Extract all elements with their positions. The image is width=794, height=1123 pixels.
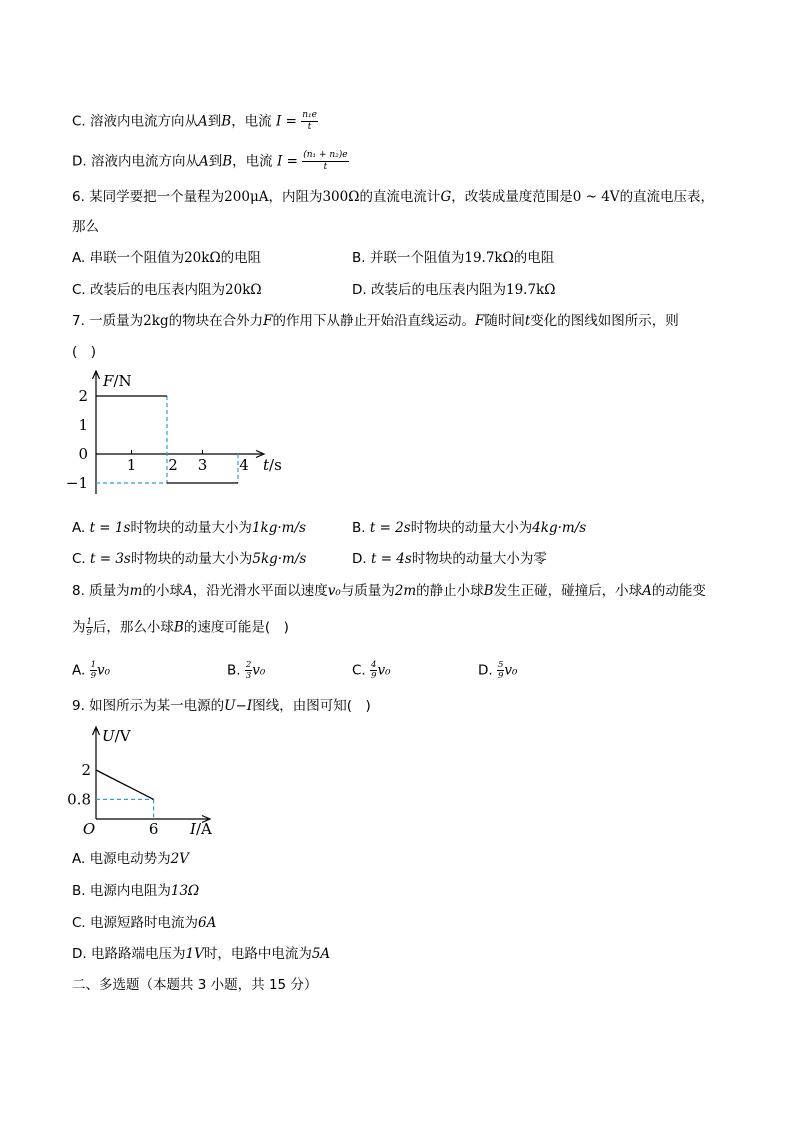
q8-d-label: D. xyxy=(478,662,497,679)
q8-c-den: 9 xyxy=(371,671,377,681)
q6-option-b[interactable] xyxy=(352,249,554,267)
y-tick-label: 2 xyxy=(81,761,91,779)
q5-d-den: t xyxy=(323,162,328,172)
q8-val-B: B xyxy=(483,583,494,599)
q7-a-val: 1kg·m/s xyxy=(251,520,306,536)
q7-c-text: 时物块的动量大小为 xyxy=(130,551,253,567)
q5-c-eq: I = xyxy=(275,113,297,130)
q5-d-eq: I = xyxy=(276,153,298,170)
q8-stem-cont xyxy=(72,617,289,638)
section-title xyxy=(72,976,317,994)
q9-c-text: C. 电源短路时电流为 xyxy=(72,915,199,931)
q8-stem-9: 后，那么小球 xyxy=(92,619,174,636)
q6-val-4: 0 ~ 4V xyxy=(572,189,620,205)
q6-stem-1: 6. 某同学要把一个量程为 xyxy=(72,189,225,205)
q8-d-den: 9 xyxy=(497,671,504,681)
q7-b-eq: t = 2s xyxy=(369,520,411,536)
q8-val-m: m xyxy=(129,583,143,599)
q7-a-eq: t = 1s xyxy=(89,520,131,536)
q7-c-eq: t = 3s xyxy=(90,551,131,567)
q6-b-val: 19.7kΩ xyxy=(464,250,514,266)
q8-b-v: v₀ xyxy=(252,662,266,679)
y-tick-label: −1 xyxy=(65,474,88,492)
q9-a-val: 2V xyxy=(170,851,189,867)
q7-stem-3: 的作用下从静止开始沿直线运动。 xyxy=(272,313,475,329)
q9-b-text: B. 电源内电阻为 xyxy=(72,883,171,899)
q5-d-fraction xyxy=(302,150,348,173)
x-tick-label: 3 xyxy=(197,456,208,474)
q9-stem xyxy=(72,697,371,715)
q8-b-num: 2 xyxy=(245,660,252,670)
q5-d-A: A xyxy=(198,153,209,170)
q8-d-num: 5 xyxy=(497,660,504,670)
q9-option-b[interactable] xyxy=(72,882,199,900)
q7-d-text: 时物块的动量大小为零 xyxy=(411,551,547,567)
q8-c-label: C. xyxy=(352,662,371,679)
q6-stem-2: ，内阻为 xyxy=(268,189,323,205)
x-tick-label: 4 xyxy=(239,456,249,474)
q7-b-label: B. xyxy=(352,520,370,536)
q9-option-a[interactable] xyxy=(72,850,189,868)
q8-a-fraction xyxy=(90,660,97,681)
q7-val-2: F xyxy=(263,313,273,329)
q5-c-fraction xyxy=(301,110,318,133)
q8-frac-num: 1 xyxy=(86,617,92,627)
y-tick-label: 0 xyxy=(78,445,88,463)
q6-b-text: B. 并联一个阻值为 xyxy=(352,250,465,266)
q7-val-3: F xyxy=(474,313,485,329)
q5-c-B: B xyxy=(221,113,232,130)
x-tick-label: 6 xyxy=(148,820,159,838)
q5-c-mid: 到 xyxy=(207,113,222,130)
q8-frac-den: 9 xyxy=(86,628,92,638)
q9-d-mid: 时，电路中电流为 xyxy=(203,946,312,962)
q5-d-B: B xyxy=(222,153,233,170)
q6-stem-4: ，改装成量度范围是 xyxy=(451,189,573,205)
q5-d-tail: ，电流 xyxy=(232,153,273,170)
q9-d-text: D. 电路路端电压为 xyxy=(72,946,186,962)
q8-val-v0: v₀ xyxy=(327,583,341,599)
q6-stem-cont xyxy=(72,218,99,236)
q8-fraction xyxy=(86,617,93,638)
q9-option-d[interactable] xyxy=(72,945,330,963)
q6-val-3: G xyxy=(440,189,452,205)
q8-option-b[interactable] xyxy=(227,660,265,681)
q7-stem-5: 变化的图线如图所示，则 xyxy=(530,313,679,329)
q8-stem-4: 与质量为 xyxy=(340,583,395,599)
q7-val-4: t xyxy=(524,313,531,329)
q7-option-b[interactable] xyxy=(352,519,586,537)
x-axis-label: t/s xyxy=(263,456,282,474)
q5-c-den: t xyxy=(307,122,312,132)
q6-a-text: A. 串联一个阻值为 xyxy=(72,250,185,266)
q6-b-tail: 的电阻 xyxy=(513,250,555,266)
q5-c-tail: ，电流 xyxy=(231,113,272,130)
q7-stem xyxy=(72,312,679,330)
q6-option-c[interactable] xyxy=(72,281,262,299)
q7-b-val: 4kg·m/s xyxy=(532,520,587,536)
q9-c-val: 6A xyxy=(198,915,217,931)
q8-stem-5: 的静止小球 xyxy=(416,583,484,599)
q7-d-label: D. xyxy=(352,551,371,567)
q8-stem-3: ，沿光滑水平面以速度 xyxy=(192,583,328,599)
q7-a-label: A. xyxy=(72,520,90,536)
y-axis-label: F/N xyxy=(103,372,132,390)
q8-option-d[interactable] xyxy=(478,660,517,681)
q9-d-val: 1V xyxy=(185,946,204,962)
q7-stem-1: 7. 一质量为 xyxy=(72,313,144,329)
q9-d-val2: 5A xyxy=(311,946,331,962)
section-title-text: 二、多选题（本题共 3 小题，共 15 分） xyxy=(72,977,318,993)
u-i-graph xyxy=(67,722,230,840)
q8-stem-10: 的速度可能是( ) xyxy=(183,619,289,636)
q7-d-eq: t = 4s xyxy=(370,551,412,567)
q8-a-den: 9 xyxy=(90,671,97,681)
q8-d-v: v₀ xyxy=(504,662,518,679)
q5-d-mid: 到 xyxy=(208,153,223,170)
u-i-line xyxy=(96,770,154,799)
q6-val-1: 200μA xyxy=(224,189,269,205)
q8-val-2m: 2m xyxy=(394,583,417,599)
q5-d-text: D. 溶液内电流方向从 xyxy=(72,153,199,170)
q6-c-val: 20kΩ xyxy=(225,282,262,298)
y-tick-label: 0.8 xyxy=(67,790,91,809)
q9-a-text: A. 电源电动势为 xyxy=(72,851,171,867)
q7-option-a[interactable] xyxy=(72,519,306,537)
y-axis-label: U/V xyxy=(102,727,131,745)
q6-a-tail: 的电阻 xyxy=(220,250,262,266)
q8-a-label: A. xyxy=(72,662,90,679)
q8-stem-8: 为 xyxy=(72,619,86,636)
q6-stem xyxy=(72,188,714,206)
q7-val-1: 2kg xyxy=(143,313,169,329)
q8-option-a[interactable] xyxy=(72,660,110,681)
q9-stem-1: 9. 如图所示为某一电源的 xyxy=(72,698,225,714)
q6-stem-5: 的直流电压表， xyxy=(619,189,715,205)
q9-stem-2: 图线，由图可知( ) xyxy=(252,698,371,714)
q8-c-v: v₀ xyxy=(377,662,391,679)
q5-c-A: A xyxy=(198,113,208,130)
q6-c-text: C. 改装后的电压表内阻为 xyxy=(72,282,226,298)
y-tick-label: 2 xyxy=(78,387,88,405)
q6-d-val: 19.7kΩ xyxy=(505,282,556,298)
q8-b-label: B. xyxy=(227,662,245,679)
q6-stem-6: 那么 xyxy=(72,219,99,235)
q5-c-num: n₁e xyxy=(302,110,317,120)
x-axis-label: I/A xyxy=(190,820,212,838)
q8-stem-6: 发生正碰，碰撞后，小球 xyxy=(493,583,643,599)
q8-stem xyxy=(72,582,706,600)
q7-c-val: 5kg·m/s xyxy=(252,551,307,567)
q7-a-text: 时物块的动量大小为 xyxy=(130,520,252,536)
q5-option-d[interactable] xyxy=(72,150,349,173)
q8-option-c[interactable] xyxy=(352,660,390,681)
q8-b-den: 3 xyxy=(245,671,252,681)
q8-stem-7: 的动能变 xyxy=(651,583,706,599)
q8-val-B2: B xyxy=(173,619,184,636)
q9-option-c[interactable] xyxy=(72,914,216,932)
q7-b-text: 时物块的动量大小为 xyxy=(410,520,533,536)
q6-a-val: 20kΩ xyxy=(184,250,221,266)
q5-c-text: C. 溶液内电流方向从 xyxy=(72,113,199,130)
q7-paren-text: ( ) xyxy=(72,344,97,360)
origin-label: O xyxy=(82,820,96,838)
q7-option-d[interactable] xyxy=(352,550,547,568)
q8-a-v: v₀ xyxy=(97,662,111,679)
y-tick-label: 1 xyxy=(78,416,88,434)
q6-d-text: D. 改装后的电压表内阻为 xyxy=(352,282,506,298)
q6-val-2: 300Ω xyxy=(322,189,360,205)
x-tick-label: 1 xyxy=(126,456,137,474)
q5-option-c[interactable] xyxy=(72,110,318,133)
q7-c-label: C. xyxy=(72,551,91,567)
f-t-graph xyxy=(65,366,298,501)
q9-val-1: U−I xyxy=(224,698,253,714)
q8-stem-2: 的小球 xyxy=(142,583,183,599)
x-tick-label: 2 xyxy=(168,456,178,474)
q7-paren xyxy=(72,343,96,361)
q8-a-num: 1 xyxy=(90,660,97,670)
q9-b-val: 13Ω xyxy=(170,883,200,899)
q6-stem-3: 的直流电流计 xyxy=(359,189,441,205)
q7-stem-4: 随时间 xyxy=(484,313,525,329)
q8-c-num: 4 xyxy=(371,660,377,670)
q6-option-a[interactable] xyxy=(72,249,261,267)
q5-d-num: (n₁ + n₂)e xyxy=(303,150,348,160)
q8-val-A2: A xyxy=(642,583,652,599)
q6-option-d[interactable] xyxy=(352,281,555,299)
q7-option-c[interactable] xyxy=(72,550,306,568)
q8-val-A: A xyxy=(182,583,193,599)
q7-stem-2: 的物块在合外力 xyxy=(168,313,264,329)
q8-stem-1: 8. 质量为 xyxy=(72,583,130,599)
